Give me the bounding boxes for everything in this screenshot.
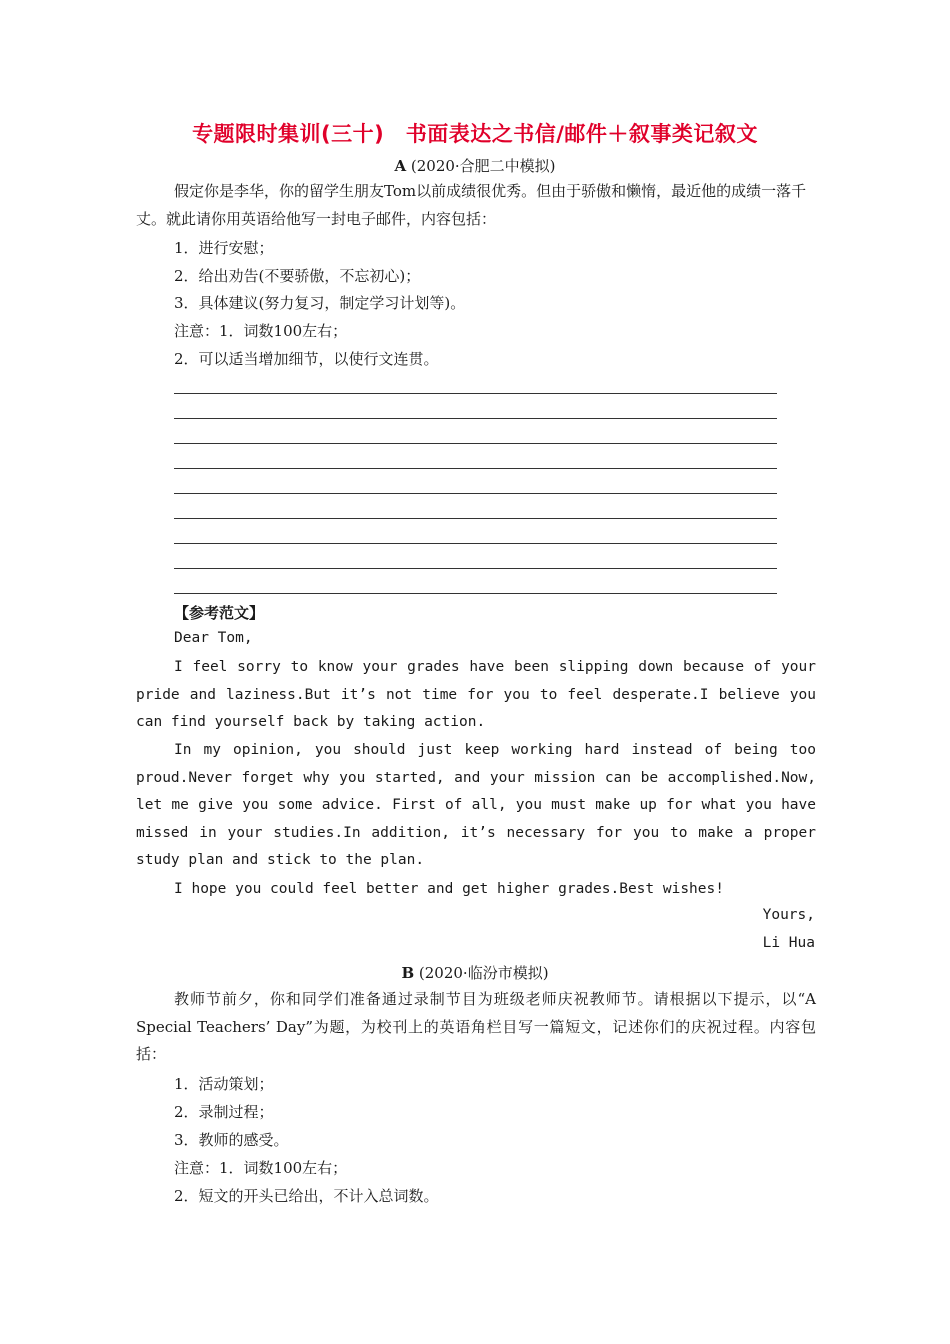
letter-paragraph-2: In my opinion, you should just keep working hard instead of being too proud.Never forget why you started, and your mission can be accomplished.Now, let me give you some advice. First of all, you must make up for what you have missed in your studies.In addition, it’s necessary for you to make a proper study plan and stick to the plan. (136, 742, 816, 868)
section-a-note-1: 注意：1．词数100左右； (174, 322, 348, 340)
answer-line (174, 493, 777, 494)
section-a-prompt: 假定你是李华，你的留学生朋友Tom以前成绩很优秀。但由于骄傲和懒惰，最近他的成绩一落千丈。就此请你用英语给他写一封电子邮件，内容包括： (136, 182, 807, 228)
section-b-note-2: 2．短文的开头已给出，不计入总词数。 (174, 1187, 439, 1205)
letter-closing: Yours, (762, 907, 815, 923)
section-a-heading (0, 155, 950, 176)
letter-paragraph-3: I hope you could feel better and get higher grades.Best wishes! (174, 881, 724, 897)
answer-line (174, 543, 777, 544)
answer-line (174, 568, 777, 569)
section-a-item-3: 3．具体建议(努力复习，制定学习计划等)。 (174, 294, 466, 312)
section-b-letter: B (401, 964, 415, 982)
section-a-letter: A (394, 157, 407, 175)
section-b-item-1: 1．活动策划； (174, 1075, 274, 1093)
section-b-note-1: 注意：1．词数100左右； (174, 1159, 348, 1177)
page-title: 专题限时集训(三十) 书面表达之书信/邮件＋叙事类记叙文 (192, 122, 758, 146)
answer-line (174, 418, 777, 419)
answer-line (174, 393, 777, 394)
section-b-item-2: 2．录制过程； (174, 1103, 274, 1121)
section-a-item-1: 1．进行安慰； (174, 239, 274, 257)
answer-line (174, 468, 777, 469)
answer-line (174, 593, 777, 594)
answer-line (174, 518, 777, 519)
section-a-note-2: 2．可以适当增加细节，以使行文连贯。 (174, 350, 439, 368)
section-b-heading (0, 962, 950, 983)
answer-line (174, 443, 777, 444)
sample-essay-label: 【参考范文】 (174, 604, 265, 622)
section-b-source: (2020·临汾市模拟) (418, 964, 549, 982)
letter-greeting: Dear Tom, (174, 630, 253, 646)
section-a-source: (2020·合肥二中模拟) (410, 157, 556, 175)
section-a-item-2: 2．给出劝告(不要骄傲，不忘初心)； (174, 267, 421, 285)
letter-paragraph-1: I feel sorry to know your grades have been slipping down because of your pride and laziness.But it’s not time for you to feel desperate.I believe you can find yourself back by taking action. (136, 659, 816, 730)
letter-signature: Li Hua (762, 935, 815, 951)
section-b-item-3: 3．教师的感受。 (174, 1131, 289, 1149)
section-b-prompt: 教师节前夕，你和同学们准备通过录制节目为班级老师庆祝教师节。请根据以下提示，以“A Special Teachers’ Day”为题，为校刊上的英语角栏目写一篇短文，记述你们的庆祝过程。内容包括： (136, 990, 816, 1063)
